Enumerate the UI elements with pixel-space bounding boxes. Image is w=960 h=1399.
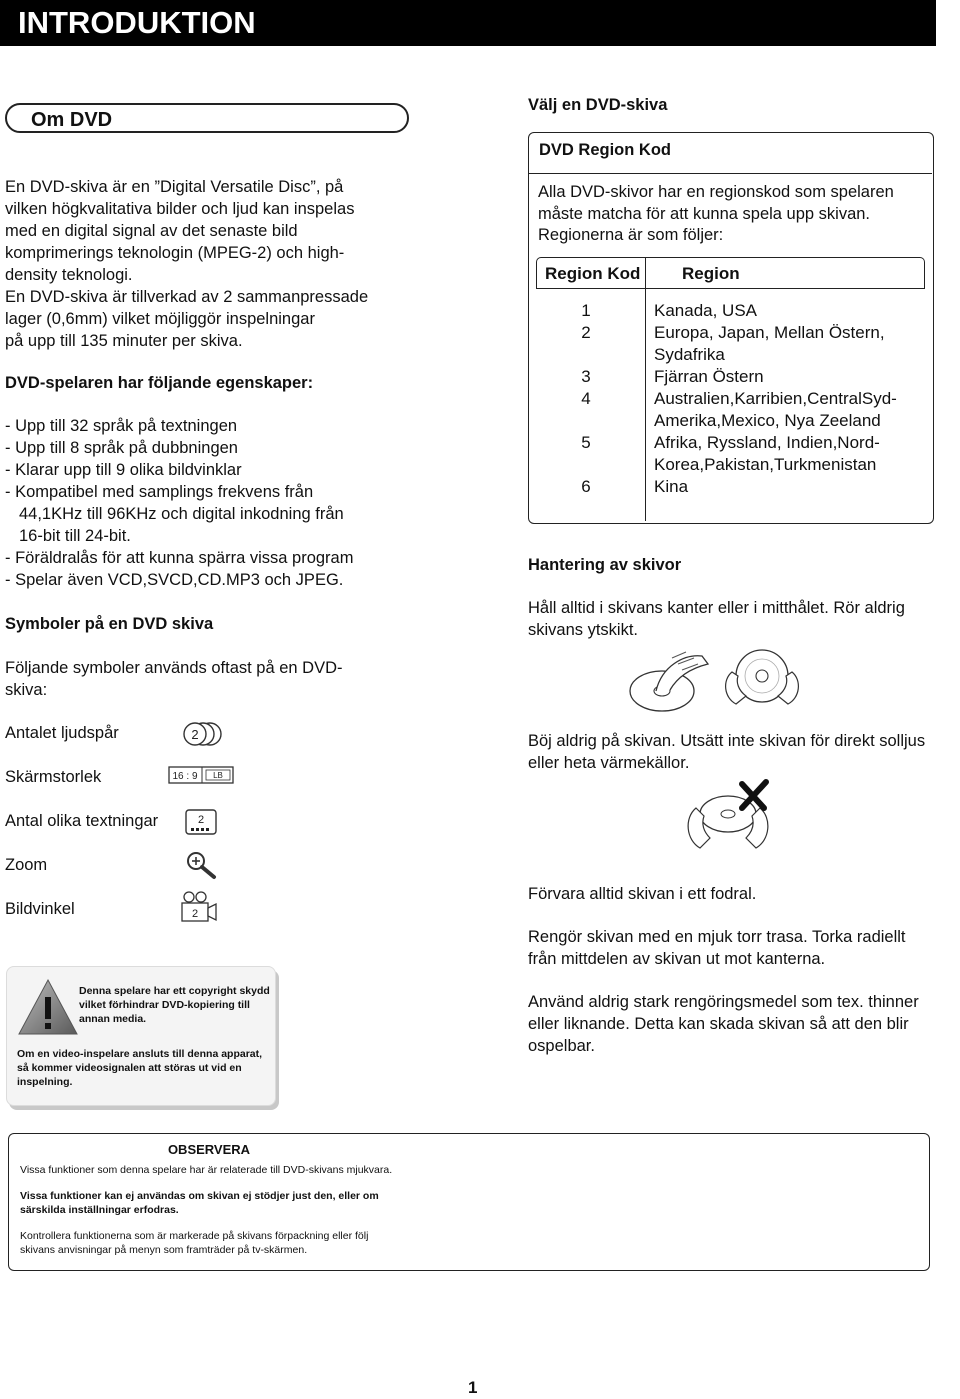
- region-table-header-region: [645, 257, 925, 289]
- region-code: 4: [581, 389, 591, 408]
- symbols-intro: [5, 657, 405, 701]
- observera-title: OBSERVERA: [167, 1142, 251, 1157]
- screen-size-icon: [168, 766, 234, 784]
- region-name: Korea,Pakistan,Turkmenistan: [654, 455, 877, 474]
- intro-line: density teknologi.: [5, 266, 133, 284]
- region-code: 3: [581, 367, 591, 386]
- symbol-label-subtitles: Antal olika textningar: [5, 812, 159, 830]
- warning-line: så kommer videosignalen att störas ut vid en: [17, 1062, 242, 1074]
- region-names-column: [654, 300, 924, 498]
- observera-p1: Vissa funktioner som denna spelare har är relaterade till DVD-skivans mjukvara.: [20, 1164, 393, 1176]
- warning-line: vilket förhindrar DVD-kopiering till: [79, 999, 250, 1011]
- features-list: [5, 415, 415, 591]
- section-title-pill: [5, 103, 409, 133]
- handling-text-1: [528, 597, 958, 641]
- warning-line: Denna spelare har ett copyright skydd: [79, 985, 270, 997]
- observera-p3: [20, 1230, 900, 1257]
- intro-line: komprimerings teknologin (MPEG-2) och high-: [5, 244, 345, 262]
- feature-item: - Klarar upp till 9 olika bildvinklar: [5, 461, 242, 479]
- observera-line: Kontrollera funktionerna som är markerade på skivans förpackning eller följ: [20, 1230, 369, 1242]
- region-code: [536, 344, 636, 366]
- region-intro-line: Alla DVD-skivor har en regionskod som spelaren: [538, 183, 894, 201]
- camera-angle-icon: [178, 890, 218, 924]
- handling-text-3: Förvara alltid skivan i ett fodral.: [528, 885, 757, 903]
- audio-tracks-icon: [180, 720, 224, 748]
- region-code-box: [528, 132, 934, 524]
- region-code: [536, 410, 636, 432]
- observera-line: Vissa funktioner kan ej användas om skivan ej stödjer just den, eller om: [20, 1190, 379, 1202]
- disc-bending-illustration: [680, 778, 780, 854]
- warning-triangle-icon: [17, 977, 79, 1037]
- handling-line: eller heta värmekällor.: [528, 754, 690, 772]
- region-intro: [538, 182, 930, 247]
- feature-item: - Upp till 32 språk på textningen: [5, 417, 238, 435]
- feature-item: - Upp till 8 språk på dubbningen: [5, 439, 238, 457]
- page-title: INTRODUKTION: [18, 5, 256, 40]
- choose-dvd-heading: Välj en DVD-skiva: [528, 96, 668, 114]
- page-number: 1: [468, 1378, 478, 1397]
- region-name: Sydafrika: [654, 345, 725, 364]
- copyright-warning-box: [6, 966, 276, 1106]
- region-codes-column: [536, 288, 646, 521]
- svg-text:LB: LB: [213, 771, 223, 780]
- warning-line: Om en video-inspelare ansluts till denna apparat,: [17, 1048, 263, 1060]
- symbol-label-angle: Bildvinkel: [5, 900, 75, 918]
- region-table: [536, 257, 926, 521]
- feature-item: 16-bit till 24-bit.: [19, 527, 131, 545]
- handling-line: Håll alltid i skivans kanter eller i mitthålet. Rör aldrig: [528, 599, 905, 617]
- observera-box: [8, 1133, 930, 1271]
- region-code: [536, 454, 636, 476]
- region-name: Fjärran Östern: [654, 367, 764, 386]
- warning-text-1: [79, 984, 274, 1026]
- svg-text:16 : 9: 16 : 9: [172, 771, 198, 782]
- symbol-label-audio: Antalet ljudspår: [5, 724, 119, 742]
- svg-text:2: 2: [191, 908, 199, 920]
- symbols-heading: Symboler på en DVD skiva: [5, 615, 214, 633]
- handling-line: Rengör skivan med en mjuk torr trasa. Torka radiellt: [528, 928, 906, 946]
- svg-text:2: 2: [191, 727, 199, 742]
- subtitles-icon: [184, 808, 218, 836]
- intro-line: En DVD-skiva är tillverkad av 2 sammanpressade: [5, 288, 369, 306]
- handling-line: Böj aldrig på skivan. Utsätt inte skivan för direkt solljus: [528, 732, 926, 750]
- region-box-title: DVD Region Kod: [539, 141, 671, 159]
- observera-p2: [20, 1190, 900, 1217]
- region-code: 2: [581, 323, 591, 342]
- handling-line: skivans ytskikt.: [528, 621, 639, 639]
- feature-item: - Föräldralås för att kunna spärra vissa program: [5, 549, 354, 567]
- section-title: Om DVD: [31, 109, 113, 131]
- region-table-header-code: [536, 257, 646, 289]
- region-code: 5: [581, 433, 591, 452]
- observera-line: skivans anvisningar på menyn som framträder på tv-skärmen.: [20, 1243, 308, 1256]
- region-name-header: Region: [682, 264, 740, 283]
- disc-holding-illustration: [612, 646, 812, 716]
- intro-line: En DVD-skiva är en ”Digital Versatile Disc”, på: [5, 178, 344, 196]
- intro-line: vilken högkvalitativa bilder och ljud kan inspelas: [5, 200, 355, 218]
- handling-line: eller liknande. Detta kan skada skivan så att den blir: [528, 1015, 909, 1033]
- symbol-label-zoom: Zoom: [5, 856, 48, 874]
- feature-item: 44,1KHz till 96KHz och digital inkodning från: [19, 505, 344, 523]
- region-name: Europa, Japan, Mellan Östern,: [654, 323, 885, 342]
- warning-line: annan media.: [79, 1013, 147, 1025]
- page-header: [0, 0, 936, 46]
- region-code-header: Region Kod: [545, 264, 641, 283]
- region-code: 1: [581, 301, 591, 320]
- symbols-intro-line: skiva:: [5, 681, 48, 699]
- region-intro-line: Regionerna är som följer:: [538, 226, 724, 244]
- intro-line: på upp till 135 minuter per skiva.: [5, 332, 243, 350]
- features-heading: DVD-spelaren har följande egenskaper:: [5, 374, 314, 392]
- region-name: Amerika,Mexico, Nya Zeeland: [654, 411, 881, 430]
- handling-text-2: [528, 730, 960, 774]
- handling-line: ospelbar.: [528, 1037, 595, 1055]
- svg-text:2: 2: [197, 814, 205, 826]
- handling-line: Använd aldrig stark rengöringsmedel som tex. thinner: [528, 993, 919, 1011]
- symbol-label-screen: Skärmstorlek: [5, 768, 102, 786]
- region-name: Australien,Karribien,CentralSyd-: [654, 389, 897, 408]
- symbols-intro-line: Följande symboler används oftast på en DVD-: [5, 659, 343, 677]
- handling-line: från mittdelen av skivan ut mot kanterna.: [528, 950, 826, 968]
- region-name: Kina: [654, 477, 689, 496]
- intro-line: med en digital signal av det senaste bild: [5, 222, 298, 240]
- handling-heading: Hantering av skivor: [528, 556, 682, 574]
- feature-item: - Kompatibel med samplings frekvens från: [5, 483, 314, 501]
- region-code: 6: [581, 477, 591, 496]
- observera-line: särskilda inställningar erfodras.: [20, 1203, 179, 1216]
- warning-line: inspelning.: [17, 1076, 73, 1088]
- handling-text-5: [528, 991, 958, 1057]
- zoom-icon: [184, 850, 218, 880]
- handling-text-4: [528, 926, 958, 970]
- region-intro-line: måste matcha för att kunna spela upp skivan.: [538, 204, 871, 223]
- intro-line: lager (0,6mm) vilket möjliggör inspelningar: [5, 310, 315, 328]
- region-box-divider: [529, 173, 932, 174]
- warning-text-2: [17, 1047, 275, 1089]
- intro-text: [5, 176, 415, 352]
- region-name: Afrika, Ryssland, Indien,Nord-: [654, 433, 880, 452]
- feature-item: - Spelar även VCD,SVCD,CD.MP3 och JPEG.: [5, 571, 344, 589]
- region-name: Kanada, USA: [654, 301, 758, 320]
